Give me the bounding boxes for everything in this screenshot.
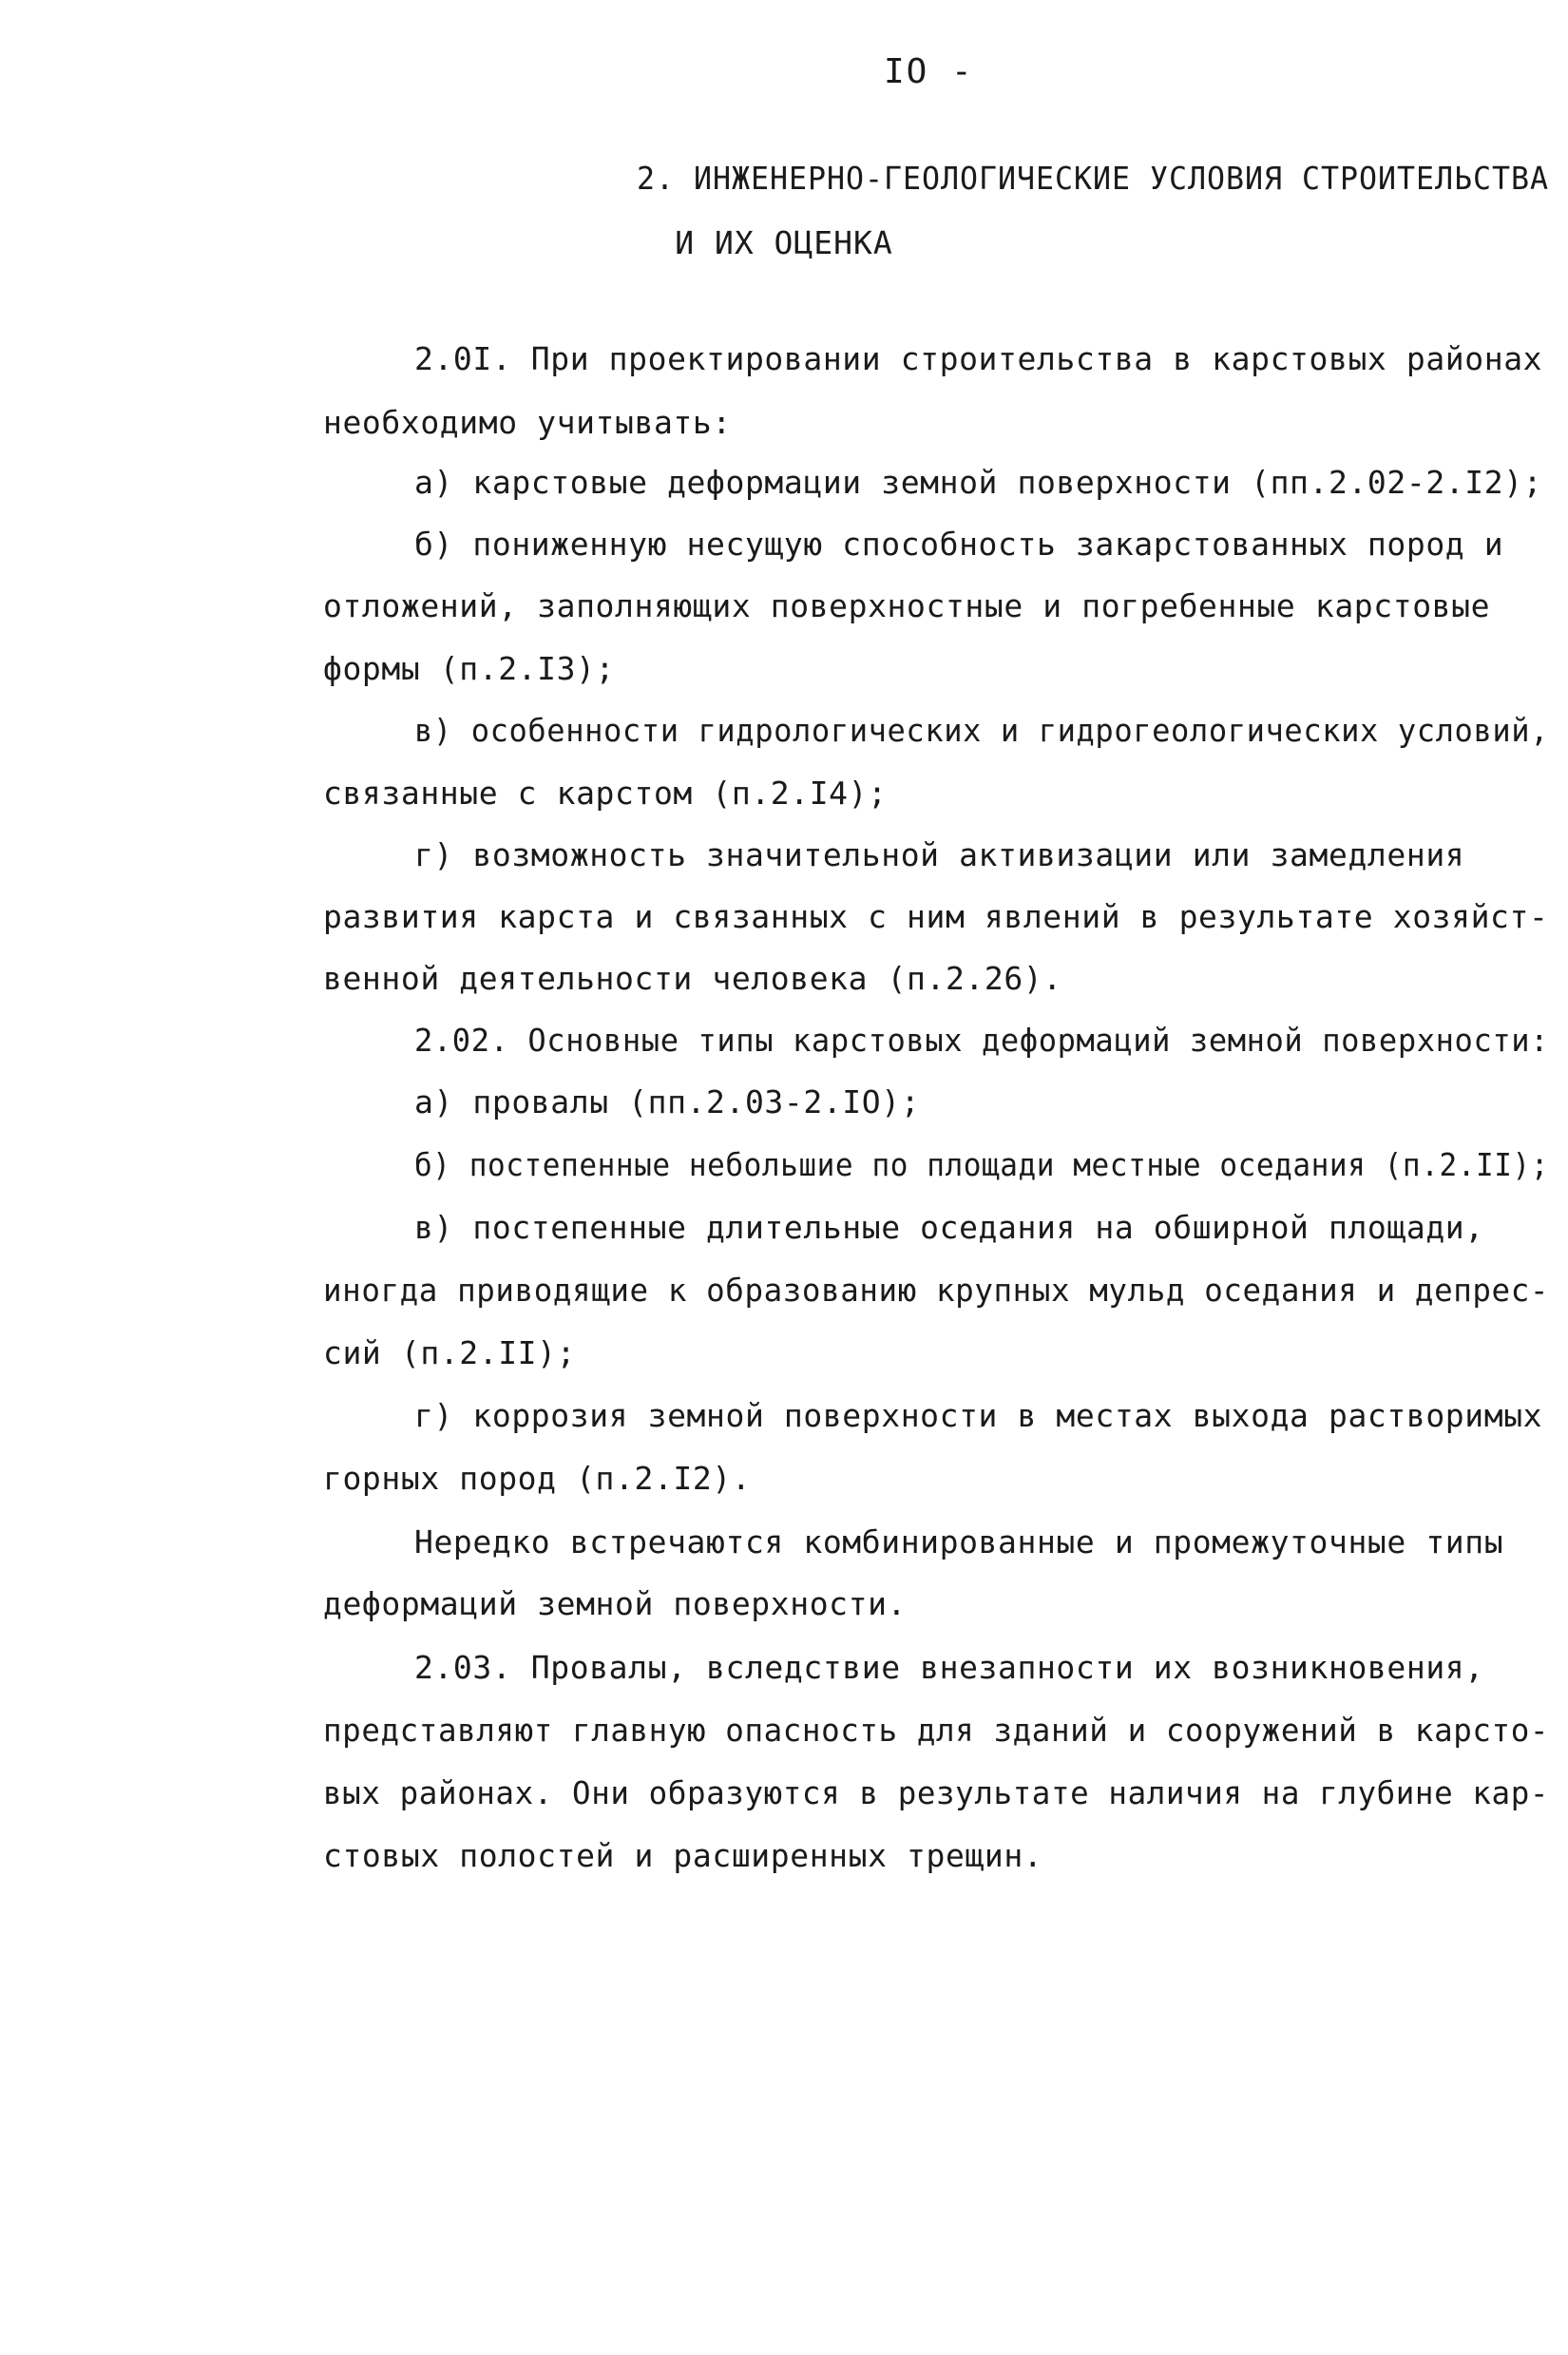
text-line: вых районах. Они образуются в результате наличия на глубине кар-	[323, 1774, 1550, 1811]
text-line: иногда приводящие к образованию крупных мульд оседания и депрес-	[323, 1272, 1550, 1309]
list-item-c: в) особенности гидрологических и гидрогеологических условий,	[414, 712, 1550, 749]
text-line: венной деятельности человека (п.2.26).	[323, 960, 1062, 997]
text-line: необходимо учитывать:	[323, 404, 732, 441]
text-line: 2.0I. При проектировании строительства в карстовых районах	[414, 340, 1543, 377]
list-item-a: а) карстовые деформации земной поверхности (пп.2.02-2.I2);	[414, 464, 1543, 501]
list-item-c: в) постепенные длительные оседания на обширной площади,	[414, 1209, 1484, 1246]
text-line: представляют главную опасность для зданий и сооружений в карсто-	[323, 1712, 1550, 1749]
text-line: связанные с карстом (п.2.I4);	[323, 775, 888, 812]
list-item-b: б) постепенные небольшие по площади местные оседания (п.2.II);	[414, 1146, 1550, 1183]
text-line: отложений, заполняющих поверхностные и погребенные карстовые	[323, 587, 1491, 624]
text-line: развития карста и связанных с ним явлений в результате хозяйст-	[323, 898, 1549, 935]
text-line: сий (п.2.II);	[323, 1334, 577, 1371]
paragraph-2-02: 2.02. Основные типы карстовых деформаций земной поверхности:	[414, 1022, 1550, 1059]
section-title-text-1: 2. ИНЖЕНЕРНО-ГЕОЛОГИЧЕСКИЕ УСЛОВИЯ СТРОИТЕЛЬСТВА	[637, 160, 1549, 197]
page-number: IO -	[884, 52, 974, 91]
list-item-d: г) возможность значительной активизации или замедления	[414, 836, 1465, 873]
section-title-line-2: И ИХ ОЦЕНКА	[675, 224, 893, 261]
text-line: стовых полостей и расширенных трещин.	[323, 1837, 1043, 1874]
text-line: Нередко встречаются комбинированные и промежуточные типы	[414, 1523, 1504, 1560]
paragraph-2-03: 2.03. Провалы, вследствие внезапности их возникновения,	[414, 1649, 1484, 1686]
list-item-b: б) пониженную несущую способность закарстованных пород и	[414, 526, 1504, 563]
list-item-a: а) провалы (пп.2.03-2.IO);	[414, 1083, 921, 1120]
text-line: формы (п.2.I3);	[323, 650, 616, 687]
text-line: горных пород (п.2.I2).	[323, 1460, 752, 1497]
list-item-d: г) коррозия земной поверхности в местах выхода растворимых	[414, 1397, 1543, 1434]
text-line: деформаций земной поверхности.	[323, 1585, 908, 1622]
